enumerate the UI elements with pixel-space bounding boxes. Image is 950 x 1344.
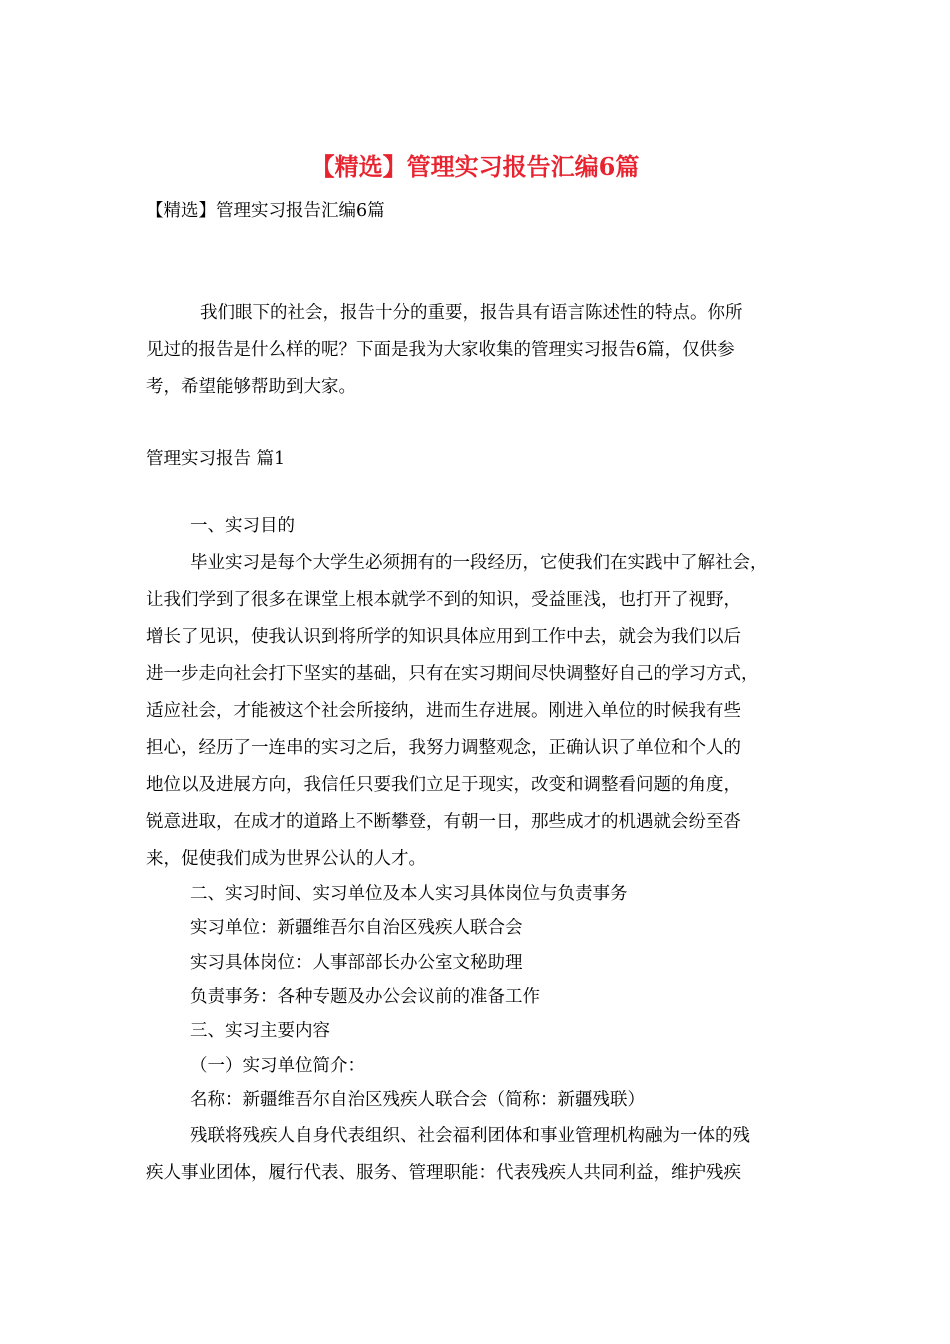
section-heading: 管理实习报告 篇1: [146, 449, 286, 469]
body-line: 锐意进取，在成才的道路上不断攀登，有朝一日，那些成才的机遇就会纷至沓: [146, 812, 741, 832]
body-line: 二、实习时间、实习单位及本人实习具体岗位与负责事务: [190, 884, 628, 904]
body-line: 实习单位：新疆维吾尔自治区残疾人联合会: [190, 918, 523, 938]
body-line: 三、实习主要内容: [190, 1021, 330, 1041]
body-line: 残联将残疾人自身代表组织、社会福利团体和事业管理机构融为一体的残: [190, 1126, 750, 1146]
body-line: 一、实习目的: [190, 516, 295, 536]
document-subtitle: 【精选】管理实习报告汇编6篇: [146, 201, 385, 221]
body-line: 名称：新疆维吾尔自治区残疾人联合会（简称：新疆残联）: [190, 1090, 645, 1110]
body-line: 实习具体岗位：人事部部长办公室文秘助理: [190, 953, 523, 973]
body-line: （一）实习单位简介：: [190, 1056, 365, 1076]
body-line: 地位以及进展方向，我信任只要我们立足于现实，改变和调整看问题的角度，: [146, 775, 741, 795]
document-title: 【精选】管理实习报告汇编6篇: [310, 152, 640, 181]
body-line: 担心，经历了一连串的实习之后，我努力调整观念，正确认识了单位和个人的: [146, 738, 741, 758]
body-line: 进一步走向社会打下坚实的基础，只有在实习期间尽快调整好自己的学习方式，: [146, 664, 759, 684]
body-line: 来，促使我们成为世界公认的人才。: [146, 849, 426, 869]
intro-line: 见过的报告是什么样的呢？下面是我为大家收集的管理实习报告6篇，仅供参: [146, 340, 735, 360]
body-line: 增长了见识，使我认识到将所学的知识具体应用到工作中去，就会为我们以后: [146, 627, 741, 647]
body-line: 疾人事业团体，履行代表、服务、管理职能：代表残疾人共同利益，维护残疾: [146, 1163, 741, 1183]
body-line: 适应社会，才能被这个社会所接纳，进而生存进展。刚进入单位的时候我有些: [146, 701, 741, 721]
body-line: 毕业实习是每个大学生必须拥有的一段经历，它使我们在实践中了解社会，: [190, 553, 768, 573]
body-line: 负责事务：各种专题及办公会议前的准备工作: [190, 987, 540, 1007]
intro-line: 考，希望能够帮助到大家。: [146, 377, 356, 397]
body-line: 让我们学到了很多在课堂上根本就学不到的知识，受益匪浅，也打开了视野，: [146, 590, 741, 610]
intro-line: 我们眼下的社会，报告十分的重要，报告具有语言陈述性的特点。你所: [200, 303, 743, 323]
